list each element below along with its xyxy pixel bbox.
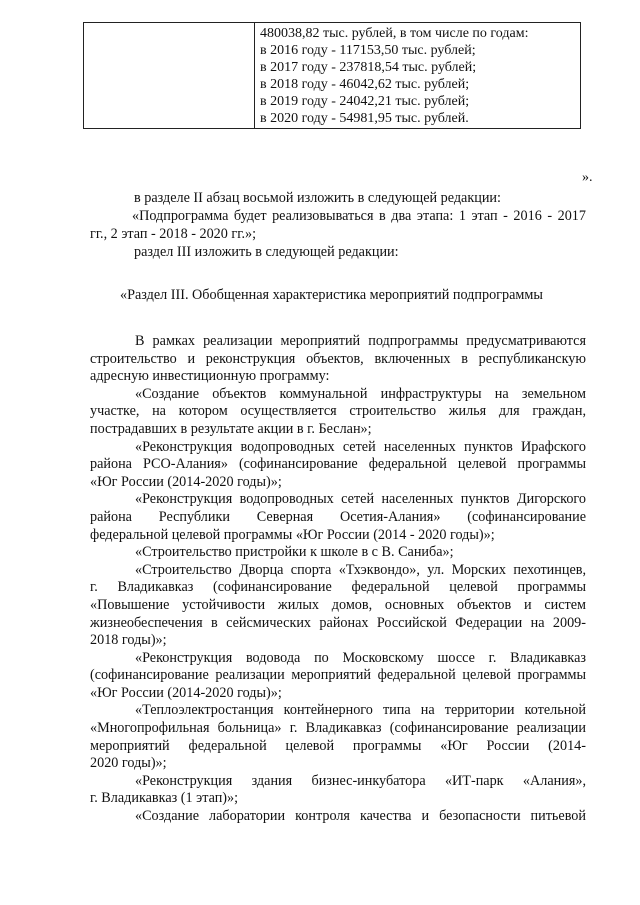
table-cell-financing: [255, 23, 581, 129]
amendment-stages-line-2: гг., 2 этап - 2018 - 2020 гг.»;: [90, 225, 257, 242]
amendment-section-2: в разделе II абзац восьмой изложить в следующей редакции:: [134, 190, 501, 206]
paragraph: [90, 439, 586, 492]
amendment-stages-line-1: «Подпрограмма будет реализовываться в два этапа: 1 этап - 2016 - 2017: [132, 208, 586, 224]
paragraph-line: «Строительство Дворца спорта «Тхэквондо», ул. Морских пехотинцев,: [135, 561, 586, 578]
paragraph: [90, 702, 586, 772]
paragraph-line: «Повышение устойчивости жилых домов, основных объектов и систем: [90, 596, 586, 613]
paragraph-line: (софинансирование реализации мероприятий федеральной целевой программы: [90, 667, 586, 684]
body-text: [90, 333, 586, 826]
financing-2017: в 2017 году - 237818,54 тыс. рублей;: [260, 60, 477, 75]
financing-2016: в 2016 году - 117153,50 тыс. рублей;: [260, 43, 476, 58]
paragraph-line: участке, на котором осуществляется строительство жилья для граждан,: [90, 403, 586, 420]
paragraph-line: «Реконструкция водопроводных сетей населенных пунктов Дигорского: [135, 491, 586, 508]
section-heading: «Раздел III. Обобщенная характеристика мероприятий подпрограммы: [120, 287, 543, 303]
paragraph: [90, 808, 586, 826]
paragraph-line: «Реконструкция здания бизнес-инкубатора «ИТ-парк «Алания»,: [135, 772, 586, 789]
paragraph-line: г. Владикавказ (софинансирование федеральной целевой программы: [90, 579, 586, 596]
financing-table: [83, 22, 581, 129]
paragraph-line: пострадавших в результате акции в г. Беслан»;: [90, 420, 372, 437]
paragraph: [90, 544, 586, 562]
paragraph-line: «Юг России (2014-2020 годы)»;: [90, 473, 282, 490]
paragraph-line: «Реконструкция водопроводных сетей населенных пунктов Ирафского: [135, 438, 586, 455]
financing-2018: в 2018 году - 46042,62 тыс. рублей;: [260, 77, 470, 92]
financing-2019: в 2019 году - 24042,21 тыс. рублей;: [260, 94, 470, 109]
paragraph-line: 2018 годы)»;: [90, 632, 167, 649]
paragraph-line: «Создание лаборатории контроля качества и безопасности питьевой: [135, 808, 586, 825]
paragraph-line: строительство и реконструкция объектов, включенных в республиканскую: [90, 350, 586, 367]
paragraph-line: жизнеобеспечения в сейсмических районах Российской Федерации на 2009-: [90, 614, 586, 631]
table-cell-left: [84, 23, 255, 129]
paragraph-line: г. Владикавказ (1 этап)»;: [90, 790, 239, 807]
amendment-section-3: раздел III изложить в следующей редакции:: [134, 244, 399, 260]
paragraph-line: мероприятий федеральной целевой программы «Юг России (2014-: [90, 737, 586, 754]
paragraph-line: «Теплоэлектростанция контейнерного типа на территории котельной: [135, 702, 586, 719]
financing-total: 480038,82 тыс. рублей, в том числе по годам:: [260, 26, 529, 41]
financing-2020: в 2020 году - 54981,95 тыс. рублей.: [260, 111, 469, 126]
paragraph-line: федеральной целевой программы «Юг России (2014 - 2020 годы)»;: [90, 526, 495, 543]
paragraph: [90, 650, 586, 703]
paragraph: [90, 562, 586, 650]
table-row: [84, 23, 581, 129]
paragraph-line: адресную инвестиционную программу:: [90, 368, 330, 385]
paragraph: [90, 773, 586, 808]
paragraph-line: «Строительство пристройки к школе в с В. Саниба»;: [135, 544, 454, 561]
paragraph-line: В рамках реализации мероприятий подпрограммы предусматриваются: [135, 333, 586, 349]
close-quote: ».: [582, 170, 593, 185]
paragraph: [90, 386, 586, 439]
paragraph-line: «Реконструкция водовода по Московскому шоссе г. Владикавказ: [135, 649, 586, 666]
paragraph-line: района РСО-Алания» (софинансирование федеральной целевой программы: [90, 456, 586, 473]
paragraph: [90, 333, 586, 386]
paragraph-line: «Создание объектов коммунальной инфраструктуры на земельном: [135, 385, 586, 402]
paragraph-line: «Многопрофильная больница» г. Владикавказ (софинансирование реализации: [90, 720, 586, 737]
amendment-stages: [90, 208, 586, 243]
paragraph: [90, 491, 586, 544]
paragraph-line: 2020 годы)»;: [90, 755, 167, 772]
paragraph-line: района Республики Северная Осетия-Алания» (софинансирование: [90, 508, 586, 525]
paragraph-line: «Юг России (2014-2020 годы)»;: [90, 684, 282, 701]
